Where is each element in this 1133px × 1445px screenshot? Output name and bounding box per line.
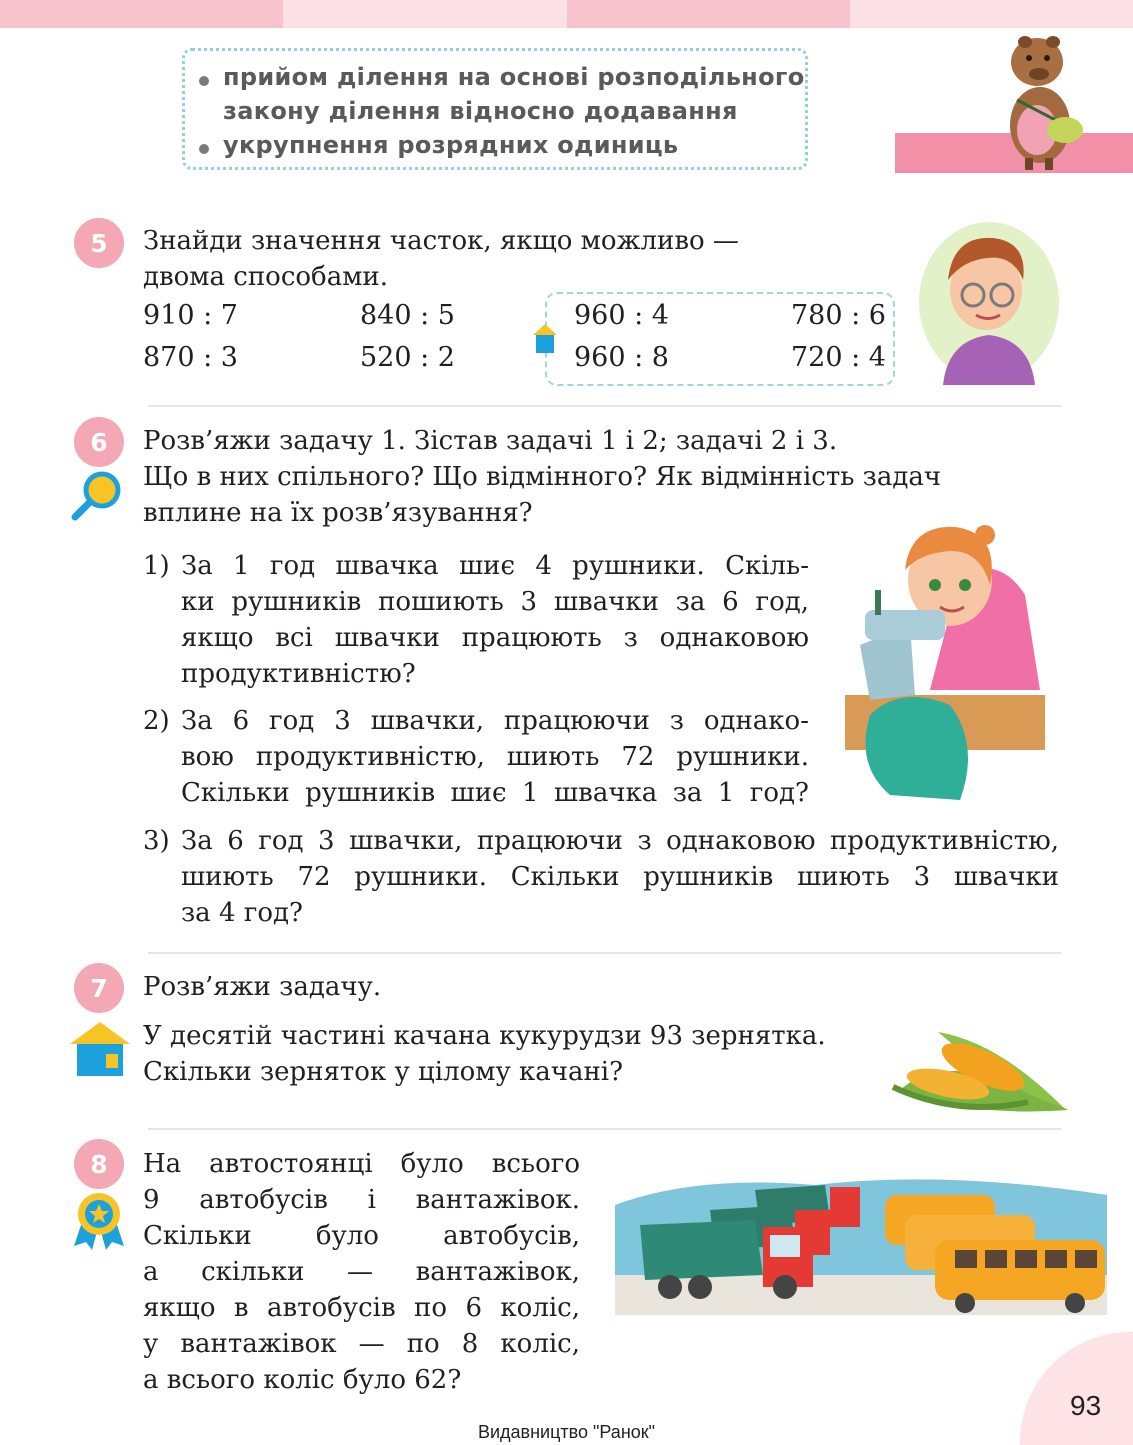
problem-2-text [181, 703, 809, 811]
task5-text-line1: Знайди значення часток, якщо можливо — [143, 226, 739, 256]
problem-1-text [181, 548, 809, 692]
task7-text-line2: У десятій частині качана кукурудзи 93 зернятка. [143, 1021, 826, 1051]
problem-1-line: продуктивністю? [181, 659, 416, 689]
task8-line: Скільки було автобусів, [143, 1221, 580, 1251]
house-icon [533, 324, 557, 354]
top-color-bar [0, 0, 1133, 28]
task8-line: а всього коліс було 62? [143, 1365, 462, 1395]
problem-label-1: 1) [143, 551, 170, 581]
capybara-illustration [995, 30, 1090, 170]
corn-illustration [888, 1022, 1073, 1114]
task-number-6: 6 [74, 417, 124, 467]
expression: 780 : 6 [791, 300, 886, 331]
task8-line: На автостоянці було всього [143, 1149, 580, 1179]
page-number: 93 [1070, 1390, 1102, 1421]
problem-label-3: 3) [143, 826, 170, 856]
expression: 840 : 5 [360, 300, 455, 331]
focus-line-1: прийом ділення на основі розподільного [223, 63, 805, 91]
house-icon [70, 1022, 130, 1078]
trucks-and-buses-illustration [615, 1165, 1107, 1315]
focus-line-2: закону ділення відносно додавання [223, 97, 738, 125]
bullet-icon [199, 76, 209, 86]
problem-3-text [181, 823, 1059, 931]
section-divider [148, 405, 1061, 407]
problem-3-line: шиють 72 рушники. Скільки рушників шиють 3 швачки [181, 862, 1059, 892]
medal-icon [72, 1192, 126, 1250]
problem-3-line: за 4 год? [181, 898, 303, 928]
expression: 960 : 8 [574, 342, 669, 373]
problem-3-line: За 6 год 3 швачки, працюючи з однаковою продуктивністю, [181, 826, 1059, 856]
task8-line: 9 автобусів і вантажівок. [143, 1185, 580, 1215]
task8-line: у вантажівок — по 8 коліс, [143, 1329, 580, 1359]
problem-1-line: За 1 год швачка шиє 4 рушники. Скіль- [181, 551, 809, 581]
expression: 520 : 2 [360, 342, 455, 373]
lesson-focus-box [182, 48, 808, 170]
expression: 870 : 3 [143, 342, 238, 373]
problem-2-line: За 6 год 3 швачки, працюючи з однако- [181, 706, 809, 736]
task5-text-line2: двома способами. [143, 262, 389, 292]
task6-intro-line2: Що в них спільного? Що відмінного? Як відмінність задач [143, 462, 942, 492]
task8-text [143, 1146, 580, 1398]
problem-1-line: ки рушників пошиють 3 швачки за 6 год, [181, 587, 809, 617]
task7-text-line1: Розв’яжи задачу. [143, 972, 382, 1002]
boy-with-glasses-illustration [918, 220, 1060, 385]
task6-intro-line3: вплине на їх розв’язування? [143, 498, 533, 528]
dashed-group-box [545, 292, 895, 386]
girl-sewing-illustration [840, 515, 1060, 805]
section-divider [148, 1128, 1061, 1130]
expression: 960 : 4 [574, 300, 669, 331]
focus-line-3: укрупнення розрядних одиниць [223, 131, 679, 159]
section-divider [148, 952, 1061, 954]
problem-1-line: якщо всі швачки працюють з однаковою [181, 623, 809, 653]
task-number-8: 8 [74, 1139, 124, 1189]
task7-text-line3: Скільки зерняток у цілому качані? [143, 1057, 624, 1087]
problem-2-line: Скільки рушників шиє 1 швачка за 1 год? [181, 778, 809, 808]
task-number-5: 5 [74, 218, 124, 268]
task8-line: а скільки — вантажівок, [143, 1257, 580, 1287]
bullet-icon [199, 144, 209, 154]
problem-label-2: 2) [143, 706, 170, 736]
task6-intro-line1: Розв’яжи задачу 1. Зістав задачі 1 і 2; задачі 2 і 3. [143, 426, 838, 456]
task-number-7: 7 [74, 963, 124, 1013]
expression: 720 : 4 [791, 342, 886, 373]
problem-2-line: вою продуктивністю, шиють 72 рушники. [181, 742, 809, 772]
publisher-footer: Видавництво "Ранок" [477, 1422, 656, 1442]
magnifier-icon [70, 470, 122, 522]
expression: 910 : 7 [143, 300, 238, 331]
task8-line: якщо в автобусів по 6 коліс, [143, 1293, 580, 1323]
